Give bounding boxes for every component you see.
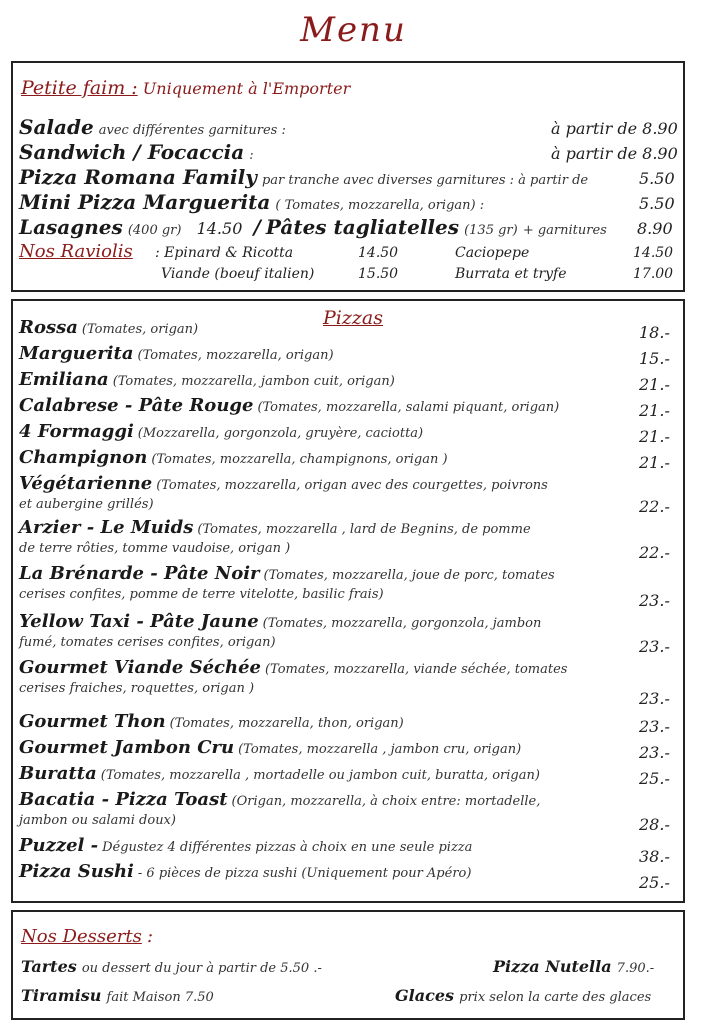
pizza-item [19,657,567,678]
pizza-item [19,835,472,856]
pizza-price: 22.- [639,543,670,562]
item-name: Sandwich / Focaccia [19,140,245,164]
pizza-desc-cont: de terre rôties, tomme vaudoise, origan ) [19,541,291,556]
pizza-desc: (Tomates, mozzarella, origan avec des courgettes, poivrons [156,478,548,493]
pizza-name: Puzzel - [19,835,99,856]
pizza-desc-cont: cerises confites, pomme de terre vitelotte, basilic frais) [19,587,384,602]
pizza-desc: (Origan, mozzarella, à choix entre: mortadelle, [231,794,541,809]
pizza-name: Rossa [19,317,78,338]
pizza-desc: (Tomates, mozzarella , mortadelle ou jambon cuit, buratta, origan) [100,768,540,783]
ravioli-item: : Epinard & Ricotta [155,245,294,261]
pizza-price: 21.- [639,375,670,394]
lasagnes-name: Lasagnes [19,215,123,239]
pizza-name: Champignon [19,447,148,468]
pizza-name: Buratta [19,763,97,784]
pizza-desc-cont: jambon ou salami doux) [19,813,176,828]
petite-faim-section [11,61,685,292]
pizza-name: Pizza Sushi [19,861,134,882]
pizzas-section [11,299,685,903]
pizza-desc: (Tomates, origan) [81,322,199,337]
ravioli-price: 17.00 [633,266,674,282]
pizza-name: 4 Formaggi [19,421,134,442]
pizza-item [19,473,548,494]
item-desc: : [249,148,254,163]
ravioli-price: 14.50 [358,245,399,261]
pizza-desc: (Tomates, mozzarella , jambon cru, origan) [238,742,522,757]
pizza-price: 18.- [639,323,670,342]
pizzas-heading: Pizzas [323,307,383,329]
item-price: à partir de 8.90 [551,119,678,138]
pizza-item [19,317,198,338]
dessert-desc: 7.90.- [616,961,655,976]
dessert-name: Pizza Nutella [493,957,612,976]
pizza-name: La Brénarde - Pâte Noir [19,563,260,584]
pizza-price: 38.- [639,847,670,866]
item-desc: avec différentes garnitures : [98,123,286,138]
desserts-colon: : [146,926,154,947]
ravioli-price: 15.50 [358,266,399,282]
pizza-desc-cont: cerises fraiches, roquettes, origan ) [19,681,255,696]
pizza-item [19,395,559,416]
item-price: à partir de 8.90 [551,144,678,163]
tagliatelles-weight: (135 gr) [464,223,518,238]
pizza-name: Gourmet Jambon Cru [19,737,235,758]
pizza-desc: (Mozzarella, gorgonzola, gruyère, caciotta) [137,426,424,441]
petite-faim-subheading: Uniquement à l'Emporter [142,79,351,98]
pizza-desc-cont: fumé, tomates cerises confites, origan) [19,635,276,650]
pizza-price: 25.- [639,769,670,788]
item-price: 5.50 [639,169,675,188]
dessert-item [493,957,654,976]
pizza-desc: (Tomates, mozzarella, joue de porc, tomates [263,568,555,583]
pizza-name: Gourmet Viande Séchée [19,657,261,678]
pizza-price: 28.- [639,815,670,834]
ravioli-item: Caciopepe [455,245,530,261]
pizza-desc: (Tomates, mozzarella, thon, origan) [169,716,404,731]
item-desc: par tranche avec diverses garnitures : à partir de [261,173,589,188]
tagliatelles-price: 8.90 [637,219,673,238]
pizza-name: Calabrese - Pâte Rouge [19,395,254,416]
pizza-price: 23.- [639,637,670,656]
tagliatelles-extra: + garnitures [522,223,607,238]
pizza-desc: (Tomates, mozzarella , lard de Begnins, de pomme [197,522,531,537]
dessert-name: Glaces [395,986,455,1005]
pizza-price: 21.- [639,427,670,446]
pizza-item [19,737,521,758]
lasagnes-weight: (400 gr) [127,223,182,238]
pizza-price: 21.- [639,401,670,420]
item-desc: ( Tomates, mozzarella, origan) : [275,198,485,213]
pizza-name: Végétarienne [19,473,153,494]
dessert-desc: ou dessert du jour à partir de 5.50 .- [81,961,322,976]
raviolis-title: Nos Raviolis [19,241,133,262]
dessert-desc: fait Maison 7.50 [106,990,214,1005]
pizza-item [19,861,471,882]
pizza-item [19,517,531,538]
pizza-item [19,369,395,390]
pizza-price: 21.- [639,453,670,472]
pizza-desc: (Tomates, mozzarella, jambon cuit, origan) [112,374,395,389]
pizza-price: 23.- [639,743,670,762]
petite-item [19,140,254,164]
pizza-desc: (Tomates, mozzarella, gorgonzola, jambon [262,616,542,631]
dessert-item [21,986,214,1005]
pizza-item [19,611,541,632]
pizza-item [19,763,540,784]
desserts-section [11,910,685,1020]
pizza-item [19,711,404,732]
item-price: 5.50 [639,194,675,213]
pizza-name: Emiliana [19,369,109,390]
desserts-header [21,926,153,947]
pizza-price: 25.- [639,873,670,892]
raviolis-heading [19,241,133,262]
pizza-name: Marguerita [19,343,134,364]
tagliatelles-name: Pâtes tagliatelles [265,215,459,239]
desserts-heading: Nos Desserts [21,926,142,947]
pizza-price: 23.- [639,591,670,610]
petite-item [19,115,286,139]
ravioli-price: 14.50 [633,245,674,261]
petite-item [19,190,484,214]
pizza-price: 15.- [639,349,670,368]
menu-title: Menu [300,10,407,50]
pizza-item [19,421,423,442]
item-name: Salade [19,115,94,139]
pizza-item [19,447,448,468]
lasagnes-price: 14.50 [196,219,243,238]
pizza-desc: Dégustez 4 différentes pizzas à choix en une seule pizza [102,840,473,855]
ravioli-item: Viande (boeuf italien) [161,266,315,282]
petite-faim-heading: Petite faim : [21,77,138,99]
dessert-name: Tartes [21,957,77,976]
pizza-desc: (Tomates, mozzarella, origan) [137,348,334,363]
pizza-desc: (Tomates, mozzarella, champignons, origan ) [151,452,448,467]
lasagnes-line [19,215,607,239]
pizza-price: 23.- [639,689,670,708]
item-name: Mini Pizza Marguerita [19,190,271,214]
pizza-price: 22.- [639,497,670,516]
pizza-name: Yellow Taxi - Pâte Jaune [19,611,259,632]
pizza-item [19,343,334,364]
dessert-desc: prix selon la carte des glaces [459,990,652,1005]
petite-item [19,165,588,189]
dessert-item [395,986,651,1005]
pizza-name: Gourmet Thon [19,711,166,732]
dessert-name: Tiramisu [21,986,102,1005]
pizza-desc: (Tomates, mozzarella, viande séchée, tomates [264,662,568,677]
separator: / [253,215,261,239]
pizza-desc-cont: et aubergine grillés) [19,497,154,512]
pizza-item [19,789,540,810]
pizza-price: 23.- [639,717,670,736]
pizza-name: Bacatia - Pizza Toast [19,789,228,810]
pizza-desc: - 6 pièces de pizza sushi (Uniquement pour Apéro) [137,866,472,881]
pizza-item [19,563,555,584]
petite-faim-header [21,77,350,99]
pizza-desc: (Tomates, mozzarella, salami piquant, origan) [257,400,560,415]
item-name: Pizza Romana Family [19,165,257,189]
dessert-item [21,957,322,976]
pizza-name: Arzier - Le Muids [19,517,194,538]
ravioli-item: Burrata et tryfe [455,266,567,282]
